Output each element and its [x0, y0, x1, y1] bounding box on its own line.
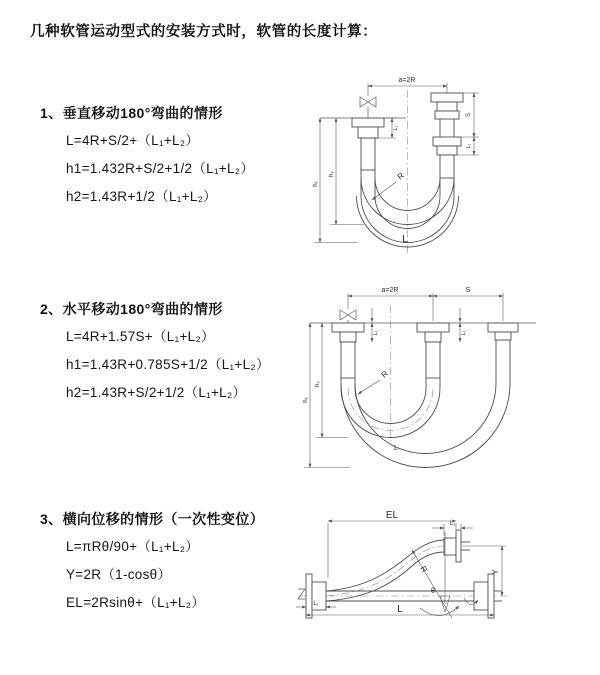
- radius-label: R: [395, 170, 406, 182]
- dimension-l1-top: [432, 521, 473, 536]
- left-fitting: [332, 323, 364, 378]
- formula: h1=1.432R+S/2+1/2（L₁+L₂）: [66, 161, 255, 176]
- dim-l-label: L: [397, 604, 403, 615]
- dim-s-label: S: [466, 112, 472, 118]
- dim-l1-mid-label: L₁: [461, 330, 467, 336]
- section-3: [40, 509, 320, 617]
- dimension-l: [306, 604, 494, 615]
- radius-leader: [358, 369, 390, 394]
- formula: L=4R+1.57S+（L₁+L₂）: [66, 329, 215, 344]
- dim-h2-label: h₂: [329, 171, 335, 177]
- right-fitting: [488, 323, 518, 383]
- dim-el-label: EL: [385, 510, 399, 521]
- dim-h1-label: h₁: [303, 397, 309, 403]
- section-1: [40, 103, 320, 211]
- break-mark: [298, 589, 305, 599]
- dim-h2-label: h₂: [315, 381, 321, 387]
- dim-a2r-label: a=2R: [381, 287, 399, 294]
- dim-y-label: Y: [491, 569, 500, 575]
- diagram-lateral-displacement: [294, 502, 600, 656]
- hose-u-curves: [341, 378, 510, 468]
- radius-label: R: [379, 368, 390, 380]
- formula: h2=1.43R+S/2+1/2（L₁+L₂）: [66, 385, 247, 400]
- right-lower-flange: [474, 574, 502, 618]
- section-1-heading: 1、垂直移动180°弯曲的情形: [40, 105, 223, 121]
- formula: h2=1.43R+1/2（L₁+L₂）: [66, 189, 217, 204]
- formula: L=4R+S/2+（L₁+L₂）: [66, 133, 200, 148]
- valve-icon: [360, 97, 376, 118]
- formula: EL=2Rsinθ+（L₁+L₂）: [66, 595, 206, 610]
- dim-s-label: S: [465, 287, 471, 294]
- dim-l1-top-label: L₁: [449, 521, 456, 527]
- middle-fitting: [417, 323, 449, 378]
- left-flange: [306, 574, 326, 618]
- valve-icon: [340, 310, 356, 323]
- angle-theta-label: θ: [431, 588, 435, 595]
- dim-a2r-label: a=2R: [398, 77, 416, 84]
- dim-l-label: L: [402, 234, 408, 245]
- dim-l1-right-label: L₁: [466, 143, 472, 149]
- formula: h1=1.43R+0.785S+1/2（L₁+L₂）: [66, 357, 270, 372]
- dimension-a2r: [348, 287, 503, 321]
- section-2: [40, 299, 320, 407]
- formula: Y=2R（1-cosθ）: [66, 567, 172, 582]
- radius-leader: [372, 171, 406, 200]
- dimension-l1-mid: [460, 308, 467, 342]
- dim-l-label: L: [394, 445, 398, 452]
- radius-label: R: [418, 564, 429, 574]
- dim-l1-left-label: L₁: [373, 330, 379, 336]
- dim-h1-label: h₁: [313, 181, 319, 187]
- formula: L=πRθ/90+（L₁+L₂）: [66, 539, 200, 554]
- diagram-horizontal-180-bend: [300, 280, 566, 476]
- right-fitting: [431, 93, 463, 178]
- dim-l1-left-label: L₁: [393, 125, 399, 131]
- dim-l1-left-label: L₁: [313, 601, 319, 607]
- section-3-heading: 3、横向位移的情形（一次性变位）: [40, 511, 265, 527]
- dimension-el: [328, 510, 456, 578]
- section-2-heading: 2、水平移动180°弯曲的情形: [40, 301, 223, 317]
- diagram-vertical-180-bend: [306, 66, 564, 266]
- page-title: 几种软管运动型式的安装方式时，软管的长度计算：: [30, 24, 378, 40]
- left-fitting: [352, 118, 384, 170]
- dimension-l1-left: [372, 308, 379, 342]
